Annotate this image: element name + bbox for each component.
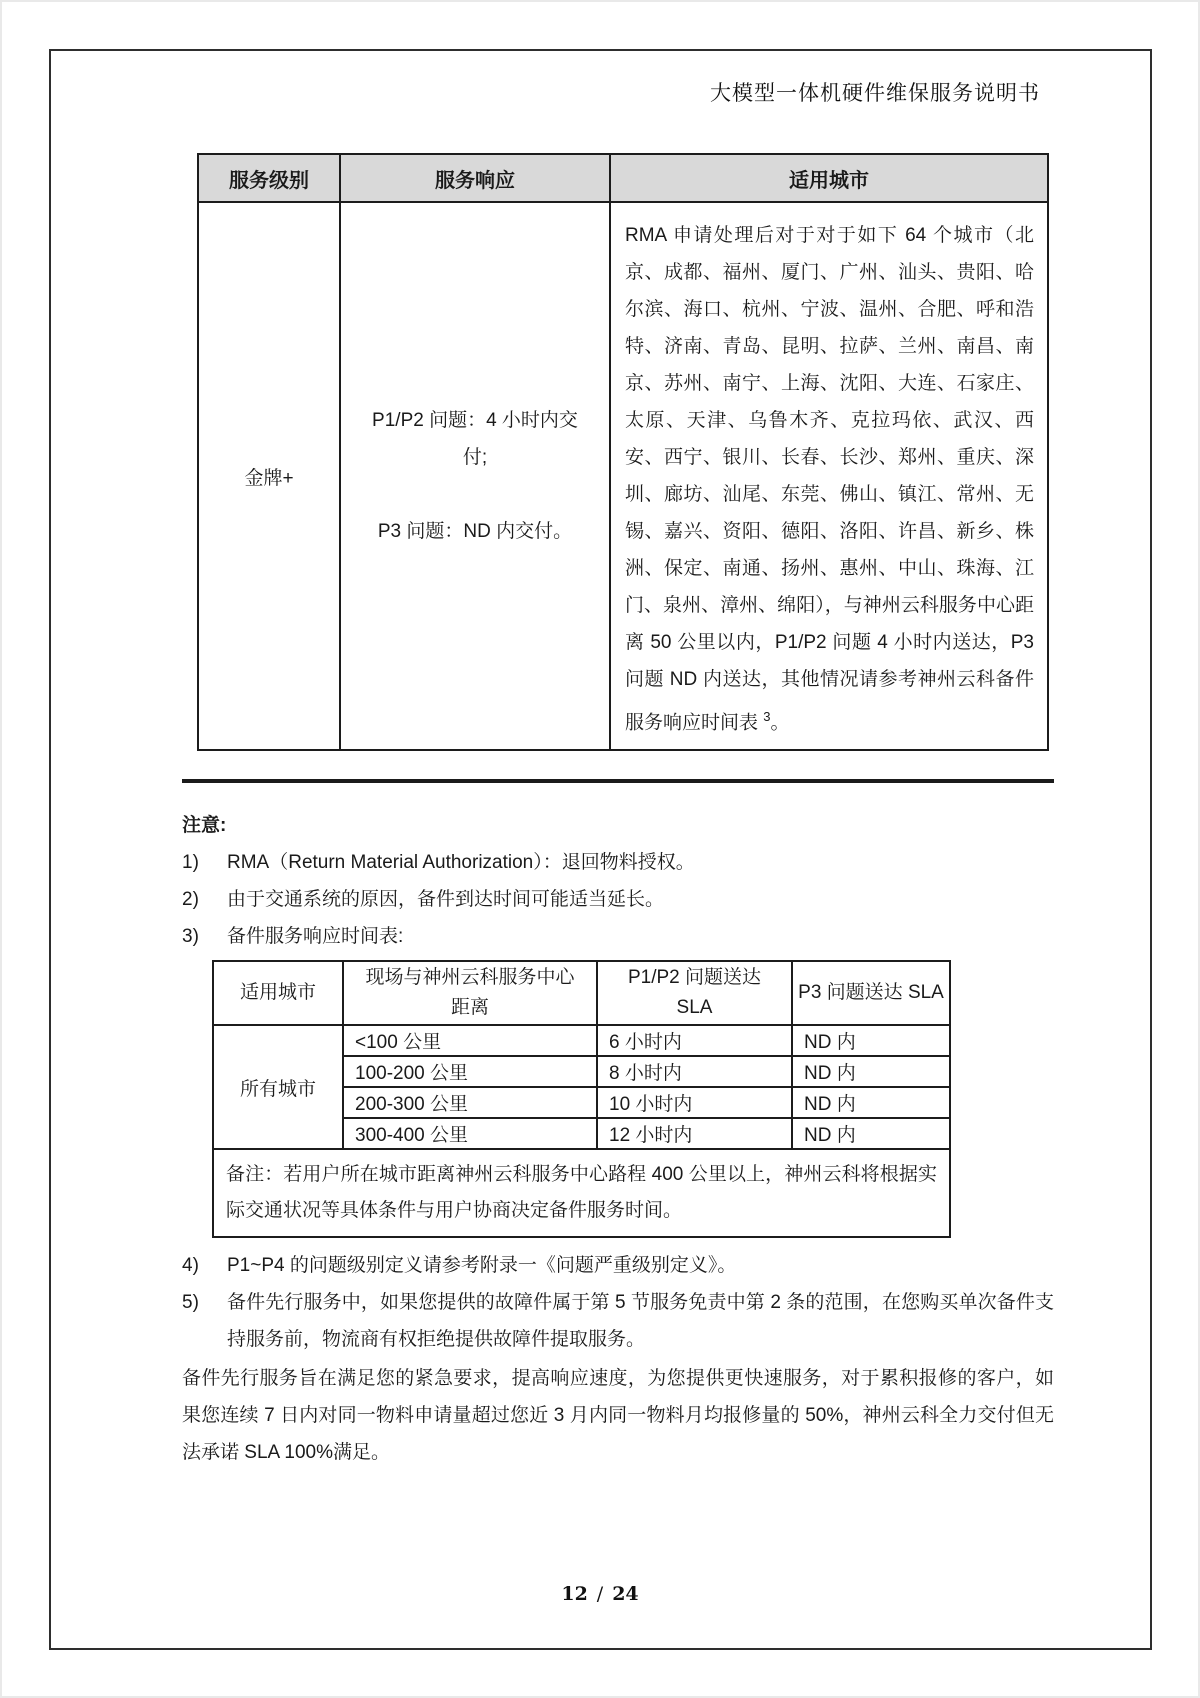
- footnote-ref-3: 3: [763, 709, 771, 724]
- header-cell-city: 适用城市: [213, 961, 343, 1025]
- note-number: 4): [182, 1255, 199, 1277]
- sla-table-note: 备注：若用户所在城市距离神州云科服务中心路程 400 公里以上，神州云科将根据实际交通状况等具体条件与用户协商决定备件服务时间。: [213, 1149, 950, 1237]
- total-page-number: 24: [612, 1583, 639, 1605]
- sla-header-row: [213, 961, 950, 1025]
- response-line-1: P1/P2 问题：4 小时内交付;: [372, 410, 578, 469]
- note-item-5: [182, 1284, 1054, 1358]
- closing-paragraph: 备件先行服务旨在满足您的紧急要求，提高响应速度，为您提供更快速服务，对于累积报修的客户，如果您连续 7 日内对同一物料申请量超过您近 3 月内同一物料月均报修量的 50%，神州云科全力交付但无法承诺 SLA 100%满足。: [182, 1368, 1054, 1464]
- page-number-separator: /: [596, 1583, 604, 1605]
- note-text: 备件服务响应时间表:: [227, 926, 404, 948]
- cell-p3-sla: ND 内: [792, 1025, 950, 1056]
- cities-paragraph: RMA 申请处理后对于对于如下 64 个城市（北京、成都、福州、厦门、广州、汕头、贵阳、哈尔滨、海口、杭州、宁波、温州、合肥、呼和浩特、济南、青岛、昆明、拉萨、兰州、南昌、南京、苏州、南宁、上海、沈阳、大连、石家庄、太原、天津、乌鲁木齐、克拉玛依、武汉、西安、西宁、银川、长春、长沙、郑州、重庆、深圳、廊坊、汕尾、东莞、佛山、镇江、常州、无锡、嘉兴、资阳、德阳、洛阳、许昌、新乡、株洲、保定、南通、扬州、惠州、中山、珠海、江门、泉州、漳州、绵阳），与神州云科服务中心距离 50 公里以内，P1/P2 问题 4 小时内送达，P3 问题 ND 内送达，其他情况请参考神州云科备件服务响应时间表: [625, 225, 1034, 734]
- note-item-2: [182, 881, 1054, 918]
- notice-heading: 注意:: [182, 815, 227, 837]
- current-page-number: 12: [561, 1583, 588, 1605]
- cell-distance: 100-200 公里: [343, 1056, 597, 1087]
- cell-applicable-cities: [610, 202, 1048, 750]
- response-line-2: P3 问题：ND 内交付。: [377, 521, 573, 543]
- page-content: [51, 51, 1150, 1648]
- cell-city-group: 所有城市: [213, 1025, 343, 1149]
- cell-service-level: 金牌+: [198, 202, 340, 750]
- cell-distance: 200-300 公里: [343, 1087, 597, 1118]
- header-cell-distance: 现场与神州云科服务中心距离: [343, 961, 597, 1025]
- cell-p12-sla: 6 小时内: [597, 1025, 792, 1056]
- page-number: [0, 1583, 1200, 1605]
- header-cell-p3-sla: P3 问题送达 SLA: [792, 961, 950, 1025]
- service-table-data-row: [198, 202, 1048, 750]
- note-number: 5): [182, 1292, 199, 1314]
- cell-p3-sla: ND 内: [792, 1087, 950, 1118]
- note-text: 备件先行服务中，如果您提供的故障件属于第 5 节服务免责中第 2 条的范围，在您购买单次备件支持服务前，物流商有权拒绝提供故障件提取服务。: [227, 1292, 1054, 1351]
- table-row: [213, 1025, 950, 1056]
- header-cell-p12-sla: P1/P2 问题送达 SLA: [597, 961, 792, 1025]
- header-cell-service-level: 服务级别: [198, 154, 340, 202]
- document-title: 大模型一体机硬件维保服务说明书: [710, 81, 1040, 105]
- service-level-table: [197, 153, 1049, 751]
- note-number: 3): [182, 926, 199, 948]
- section-divider-rule: [182, 779, 1054, 783]
- note-number: 2): [182, 889, 199, 911]
- service-table-header-row: [198, 154, 1048, 202]
- cell-service-response: [340, 202, 610, 750]
- note-number: 1): [182, 852, 199, 874]
- cell-distance: 300-400 公里: [343, 1118, 597, 1149]
- cell-p12-sla: 12 小时内: [597, 1118, 792, 1149]
- cell-p3-sla: ND 内: [792, 1056, 950, 1087]
- note-text: P1~P4 的问题级别定义请参考附录一《问题严重级别定义》。: [227, 1255, 737, 1277]
- cell-distance: <100 公里: [343, 1025, 597, 1056]
- note-item-1: [182, 844, 1054, 881]
- cell-p3-sla: ND 内: [792, 1118, 950, 1149]
- table-note-row: [213, 1149, 950, 1237]
- note-item-3: [182, 918, 1054, 955]
- sla-response-table: [212, 960, 951, 1238]
- note-item-4: [182, 1247, 1054, 1284]
- note-text: RMA（Return Material Authorization）：退回物料授权。: [227, 852, 695, 874]
- cities-paragraph-end: 。: [770, 712, 790, 734]
- cell-p12-sla: 8 小时内: [597, 1056, 792, 1087]
- header-cell-service-response: 服务响应: [340, 154, 610, 202]
- page-border-frame: [49, 49, 1152, 1650]
- cell-p12-sla: 10 小时内: [597, 1087, 792, 1118]
- note-text: 由于交通系统的原因，备件到达时间可能适当延长。: [227, 889, 665, 911]
- header-cell-applicable-cities: 适用城市: [610, 154, 1048, 202]
